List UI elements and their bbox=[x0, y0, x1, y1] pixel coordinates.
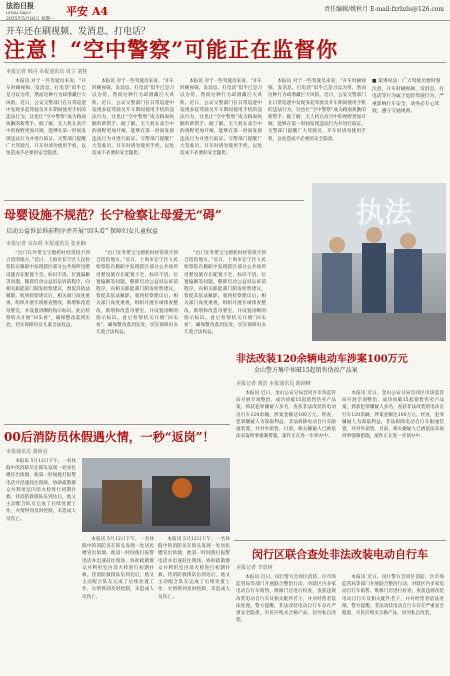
editor-line: 责任编辑/姚秋月 E-mail:fzrbzls@126.com bbox=[324, 6, 444, 13]
lead-body: 本报讯 对于一些驾驶员来说，“开车时刷视频、发消息、打电话”似乎已是习以为常，然而这种行为却潜藏巨大风险。近日，公安交警部门在日常巡逻中发现多起驾驶员开车期间使用手机的违法行为，这也让“空中警察”成为路面执勤的新帮手。据了解，无人机在高空中的视野更加开阔，能够在第一时间发现违法行为并进行取证。交警部门提醒广大驾驶员，开车时请勿使用手机，以免造成不必要的安全隐患。 bbox=[92, 79, 174, 157]
masthead-subtitle: LEGAL DAILY bbox=[6, 10, 32, 15]
masthead bbox=[6, 2, 54, 23]
story4-body: 本报讯 近日，金山公安分局会同区市场监管局开展专项整治，成功侦破15起销售伪劣产品案，抓获犯罪嫌疑人多名，查获非法改装的电动自行车120余辆，涉案金额达100万元。经查，犯罪嫌疑人为谋取利益，非法拆除电动自行车限速装置，并对外销售。目前，相关嫌疑人已被依法采取刑事强制措施，案件正在进一步侦办中。 bbox=[236, 391, 336, 440]
story3-byline: 本报通讯员 龚荷亮 bbox=[6, 449, 48, 455]
lead-headline: 注意！“空中警察”可能正在监督你 bbox=[4, 37, 339, 62]
story5-headline: 闵行区联合查处非法改装电动自行车 bbox=[252, 548, 428, 561]
news-photo bbox=[312, 183, 446, 341]
lead-byline: 本报记者 韩丹 本报通讯员 周立 刘桂 bbox=[6, 69, 88, 75]
story3-headline: 00后消防员休假遇火情，一秒“返岗”！ bbox=[4, 430, 215, 444]
photo-overlay-text: 执法 bbox=[356, 196, 413, 229]
story2-body: “出门在外带宝宝喂奶时经常找不到合适的地方。”近日，上海市长宁区人民检察院在履职中发现辖区部分公共场所母婴设施存在配置不全、标识不清、位置偏僻等问题，随即启动公益诉讼诉前程序，向相关职能部门制发检察建议，督促其依法履职。收到检察建议后，相关部门高度重视，组织开展专项排查整改，新增和改造母婴室，并设置清晰的指示标识。此后检察机关开展“回头看”，确保整改落到实处，切实保障妇女儿童合法权益。 bbox=[184, 251, 266, 336]
story2-subheadline: 启动公益诉讼诉前程序并开展“回头看” 保障妇女儿童权益 bbox=[6, 228, 159, 235]
divider bbox=[4, 424, 230, 425]
story4-subheadline: 金山警方集中侦破15起销售伪改产品案 bbox=[254, 367, 358, 374]
story2-column-1 bbox=[6, 250, 90, 420]
section-name: 平安 A4 bbox=[66, 5, 109, 18]
story3-body: 本报讯 5月12日下午，一名休假中的消防员在街头发现一处居民楼冒出浓烟，他第一时间拨打报警电话并迅速赶往现场，协助疏散群众并利用室内消火栓进行初期扑救。待消防救援队伍到达后，他又主动配合队友完成了后续处置工作，火情得到及时控制，未造成人员伤亡。 bbox=[82, 537, 154, 600]
masthead-title: 法治日报 bbox=[6, 1, 34, 10]
story5-body: 本报讯 近日，闵行警方会同区消防、区市场监管局等部门开展联合整治行动，对辖区内多家电动自行车销售、维修门店进行检查，查获违规改装电动自行车及相关配件若干，并对经营者依法处理。警方提醒，非法改装电动自行车存在严重安全隐患，市民应购买合格产品，切勿私自改装。 bbox=[236, 575, 336, 624]
story5-column-2 bbox=[342, 574, 444, 672]
story4-byline: 本报记者 黄浩 本报通讯员 陈钢峰 bbox=[236, 381, 311, 387]
divider bbox=[234, 540, 446, 541]
lead-column-4 bbox=[268, 78, 366, 196]
story3-photo bbox=[82, 458, 230, 532]
story2-headline: 母婴设施不规范？长宁检察让母爱无“碍” bbox=[4, 208, 222, 222]
story3-column-3 bbox=[158, 536, 230, 672]
sidebar-note: ■ 案事说法：广大驾驶员要时刻注意，开车时刷视频、发消息、打电话等行为属于危险驾驶行为，严重影响行车安全，请务必专心驾驶，遵守交通规则。 bbox=[372, 79, 444, 114]
story3-body: 本报讯 5月12日下午，一名休假中的消防员在街头发现一处居民楼冒出浓烟，他第一时间拨打报警电话并迅速赶往现场，协助疏散群众并利用室内消火栓进行初期扑救。待消防救援队伍到达后，他又主动配合队友完成了后续处置工作，火情得到及时控制，未造成人员伤亡。 bbox=[6, 459, 76, 522]
story3-column-1 bbox=[6, 458, 76, 672]
lead-column-1 bbox=[6, 78, 86, 196]
story4-column-2 bbox=[342, 390, 444, 540]
story2-body: “出门在外带宝宝喂奶时经常找不到合适的地方。”近日，上海市长宁区人民检察院在履职中发现辖区部分公共场所母婴设施存在配置不全、标识不清、位置偏僻等问题，随即启动公益诉讼诉前程序，向相关职能部门制发检察建议，督促其依法履职。收到检察建议后，相关部门高度重视，组织开展专项排查整改，新增和改造母婴室，并设置清晰的指示标识。此后检察机关开展“回头看”，确保整改落到实处，切实保障妇女儿童合法权益。 bbox=[6, 251, 90, 329]
story4-headline: 非法改装120余辆电动车涉案100万元 bbox=[236, 354, 408, 365]
lead-body: 本报讯 对于一些驾驶员来说，“开车时刷视频、发消息、打电话”似乎已是习以为常，然而这种行为却潜藏巨大风险。近日，公安交警部门在日常巡逻中发现多起驾驶员开车期间使用手机的违法行为，这也让“空中警察”成为路面执勤的新帮手。据了解，无人机在高空中的视野更加开阔，能够在第一时间发现违法行为并进行取证。交警部门提醒广大驾驶员，开车时请勿使用手机，以免造成不必要的安全隐患。 bbox=[268, 79, 366, 142]
story5-column-1 bbox=[236, 574, 336, 672]
story2-body: “出门在外带宝宝喂奶时经常找不到合适的地方。”近日，上海市长宁区人民检察院在履职中发现辖区部分公共场所母婴设施存在配置不全、标识不清、位置偏僻等问题，随即启动公益诉讼诉前程序，向相关职能部门制发检察建议，督促其依法履职。收到检察建议后，相关部门高度重视，组织开展专项排查整改，新增和改造母婴室，并设置清晰的指示标识。此后检察机关开展“回头看”，确保整改落到实处，切实保障妇女儿童合法权益。 bbox=[96, 251, 178, 336]
story3-body: 本报讯 5月12日下午，一名休假中的消防员在街头发现一处居民楼冒出浓烟，他第一时间拨打报警电话并迅速赶往现场，协助疏散群众并利用室内消火栓进行初期扑救。待消防救援队伍到达后，他又主动配合队友完成了后续处置工作，火情得到及时控制，未造成人员伤亡。 bbox=[158, 537, 230, 600]
story5-body: 本报讯 近日，闵行警方会同区消防、区市场监管局等部门开展联合整治行动，对辖区内多家电动自行车销售、维修门店进行检查，查获违规改装电动自行车及相关配件若干，并对经营者依法处理。警方提醒，非法改装电动自行车存在严重安全隐患，市民应购买合格产品，切勿私自改装。 bbox=[342, 575, 444, 617]
lead-body: 本报讯 对于一些驾驶员来说，“开车时刷视频、发消息、打电话”似乎已是习以为常，然而这种行为却潜藏巨大风险。近日，公安交警部门在日常巡逻中发现多起驾驶员开车期间使用手机的违法行为，这也让“空中警察”成为路面执勤的新帮手。据了解，无人机在高空中的视野更加开阔，能够在第一时间发现违法行为并进行取证。交警部门提醒广大驾驶员，开车时请勿使用手机，以免造成不必要的安全隐患。 bbox=[6, 79, 86, 157]
story4-body: 本报讯 近日，金山公安分局会同区市场监管局开展专项整治，成功侦破15起销售伪劣产品案，抓获犯罪嫌疑人多名，查获非法改装的电动自行车120余辆，涉案金额达100万元。经查，犯罪嫌疑人为谋取利益，非法拆除电动自行车限速装置，并对外销售。目前，相关嫌疑人已被依法采取刑事强制措施，案件正在进一步侦办中。 bbox=[342, 391, 444, 440]
story4-column-1 bbox=[236, 390, 336, 540]
story2-byline: 本报记者 余东明 本报通讯员 张亚楠 bbox=[6, 241, 86, 247]
story2-column-2 bbox=[96, 250, 178, 420]
lead-column-3 bbox=[180, 78, 262, 196]
divider bbox=[4, 62, 446, 63]
photo-scene bbox=[82, 458, 230, 532]
issue-date: 2025年5月16日 星期一 bbox=[6, 17, 55, 22]
lead-body: 本报讯 对于一些驾驶员来说，“开车时刷视频、发消息、打电话”似乎已是习以为常，然而这种行为却潜藏巨大风险。近日，公安交警部门在日常巡逻中发现多起驾驶员开车期间使用手机的违法行为，这也让“空中警察”成为路面执勤的新帮手。据了解，无人机在高空中的视野更加开阔，能够在第一时间发现违法行为并进行取证。交警部门提醒广大驾驶员，开车时请勿使用手机，以免造成不必要的安全隐患。 bbox=[180, 79, 262, 157]
story3-column-2 bbox=[82, 536, 154, 672]
story5-byline: 本报记者 李恩树 bbox=[236, 565, 273, 571]
page-header bbox=[0, 0, 450, 21]
lead-column-2 bbox=[92, 78, 174, 196]
lead-kicker: 开车还在刷视频、发消息、打电话？ bbox=[6, 27, 151, 37]
divider bbox=[4, 200, 304, 201]
